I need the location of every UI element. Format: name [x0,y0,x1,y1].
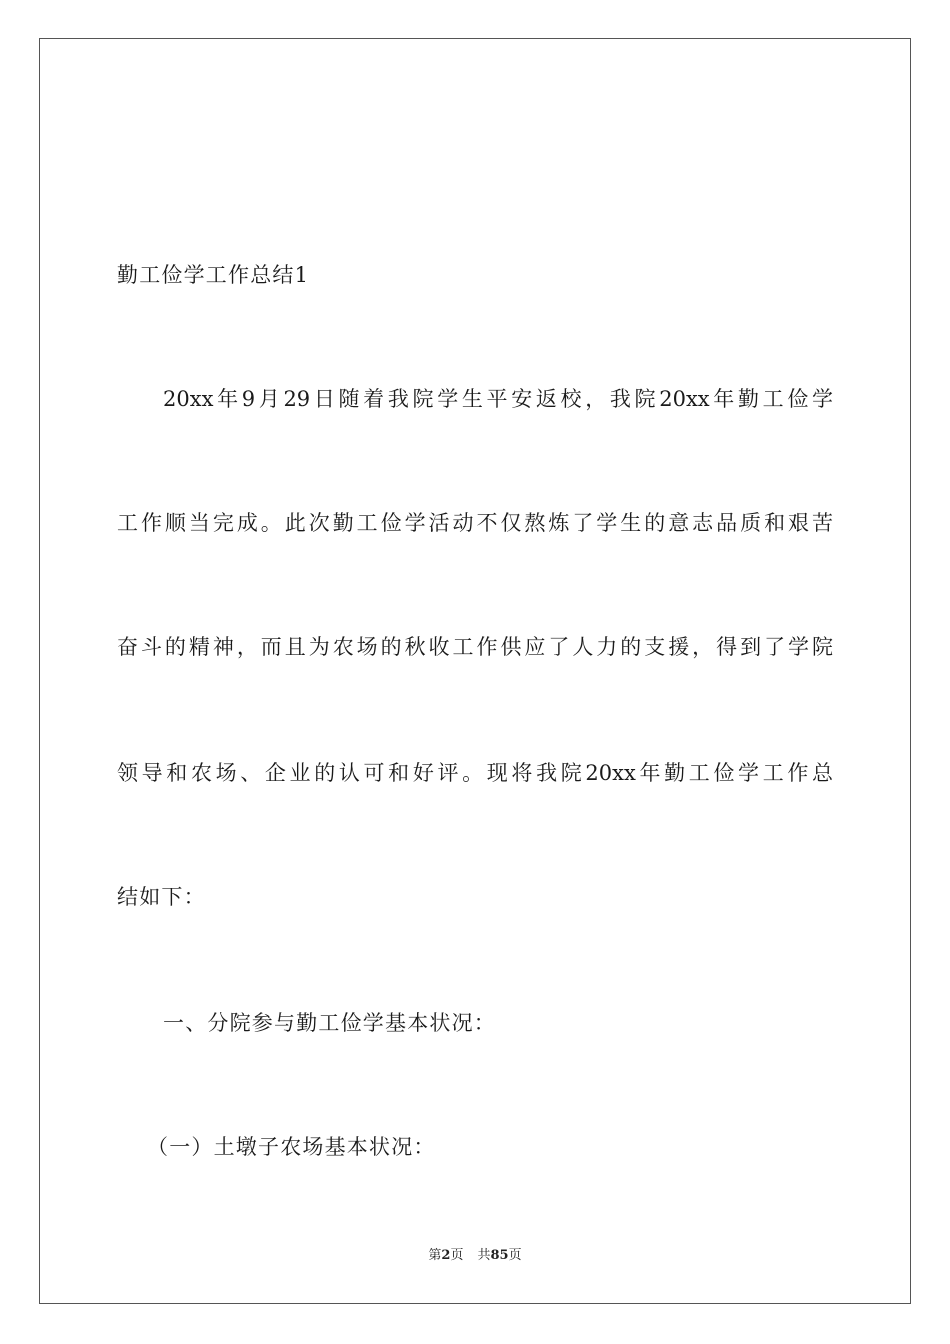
page-number: 2 [441,1248,451,1263]
page-border [39,38,911,1304]
subsection-heading: （一）土墩子农场基本状况： [147,1135,436,1159]
section-heading: 一、分院参与勤工俭学基本状况： [163,1011,496,1035]
paragraph-line-4: 领导和农场、企业的认可和好评。现将我院20xx年勤工俭学工作总 [117,761,833,785]
page-suffix: 页 [450,1248,464,1263]
paragraph-line-5: 结如下： [117,885,206,909]
page-footer [0,1248,950,1264]
paragraph-line-1: 20xx年9月29日随着我院学生平安返校，我院20xx年勤工俭学 [163,387,833,411]
total-prefix: 共 [477,1248,491,1263]
paragraph-line-2: 工作顺当完成。此次勤工俭学活动不仅熬炼了学生的意志品质和艰苦 [117,511,833,535]
page-prefix: 第 [428,1248,442,1263]
document-title: 勤工俭学工作总结1 [117,263,310,287]
paragraph-line-3: 奋斗的精神，而且为农场的秋收工作供应了人力的支援，得到了学院 [117,635,833,659]
total-pages: 85 [490,1248,509,1263]
total-suffix: 页 [508,1248,522,1263]
